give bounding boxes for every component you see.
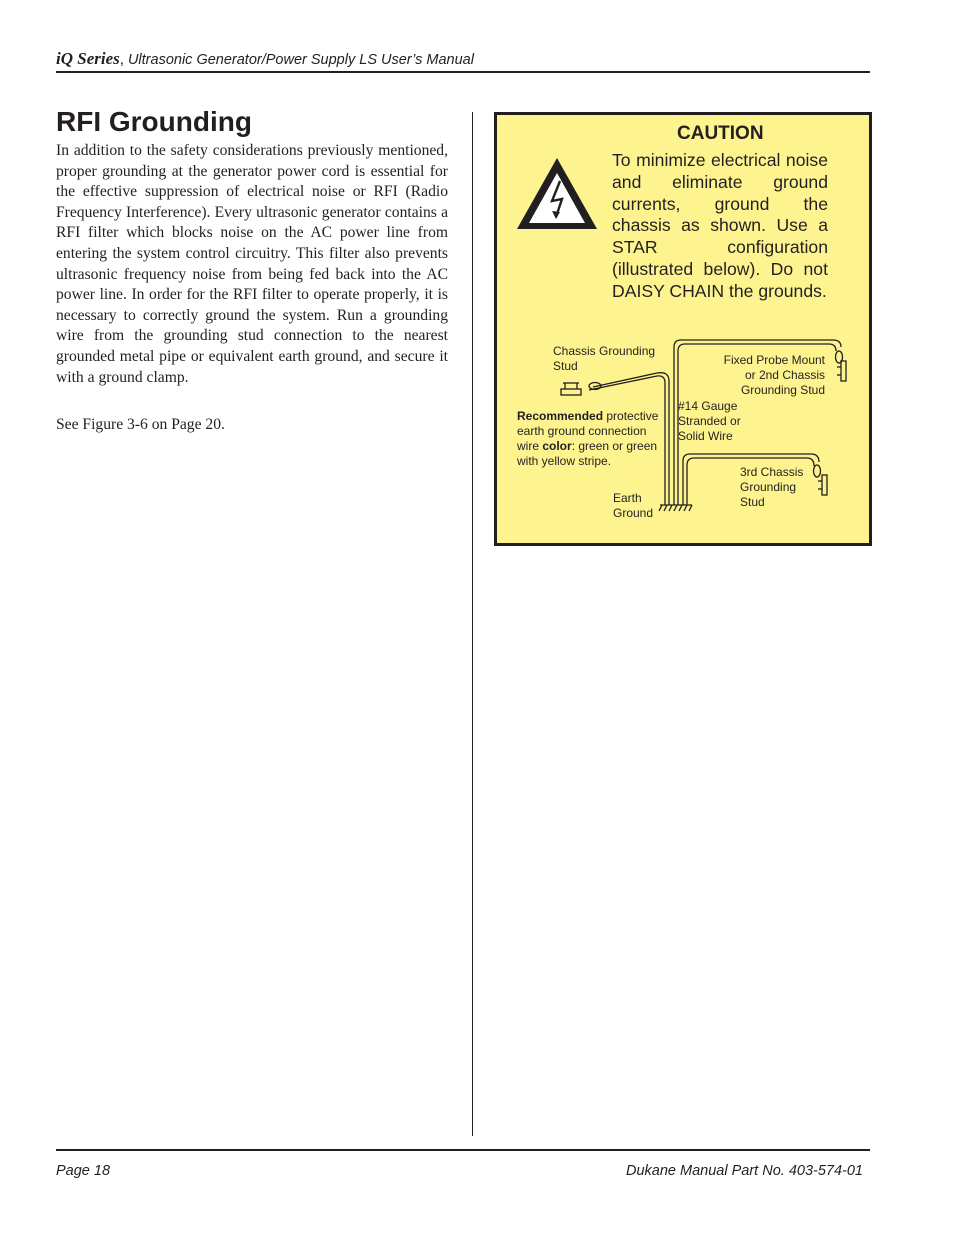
recommended-wire-note: Recommended protective earth ground connection wire color: green or green with yellow stripe. [517,409,659,468]
manual-subtitle: Ultrasonic Generator/Power Supply LS User’s Manual [123,52,474,68]
chassis-stud-label: Chassis Grounding Stud [553,344,656,373]
caution-text: To minimize electrical noise and eliminate ground currents, ground the chassis as shown. Use a STAR configuration (illustrated below). Do not DAISY CHAIN the grounds. [612,150,828,301]
page-header [56,49,870,73]
third-chassis-label: 3rd Chassis Grounding Stud [740,465,804,509]
series-name: iQ Series [56,49,120,68]
earth-ground-label: Earth Ground [613,491,654,520]
caution-title: CAUTION [677,123,764,144]
manual-part-number: Dukane Manual Part No. 403-574-01 [626,1163,863,1179]
footer-rule [56,1149,870,1151]
page-number: Page 18 [56,1163,111,1179]
star-ground-diagram [497,115,869,543]
caution-box [494,112,872,546]
column-divider [472,112,473,1136]
probe-mount-label: Fixed Probe Mount or 2nd Chassis Grounding Stud [723,353,825,397]
section-title: RFI Grounding [56,106,252,137]
section-body: In addition to the safety considerations previously mentioned, proper grounding at the generator power cord is essential for the effective suppression of electrical noise or RFI (Radio Frequency Interference). Every ultrasonic generator contains a RFI filter which blocks noise on the AC power line from entering the system control circuitry. This filter also prevents ultrasonic frequency noise from being fed back into the AC power line. In order for the RFI filter to operate properly, it is necessary to correctly ground the system. Run a grounding wire from the grounding stud connection to the nearest grounded metal pipe or equivalent earth ground, and secure it with a ground clamp. [56,142,448,386]
wire-gauge-label: #14 Gauge Stranded or Solid Wire [678,399,741,443]
figure-reference: See Figure 3-6 on Page 20. [56,416,225,433]
header-separator: , [119,51,124,68]
